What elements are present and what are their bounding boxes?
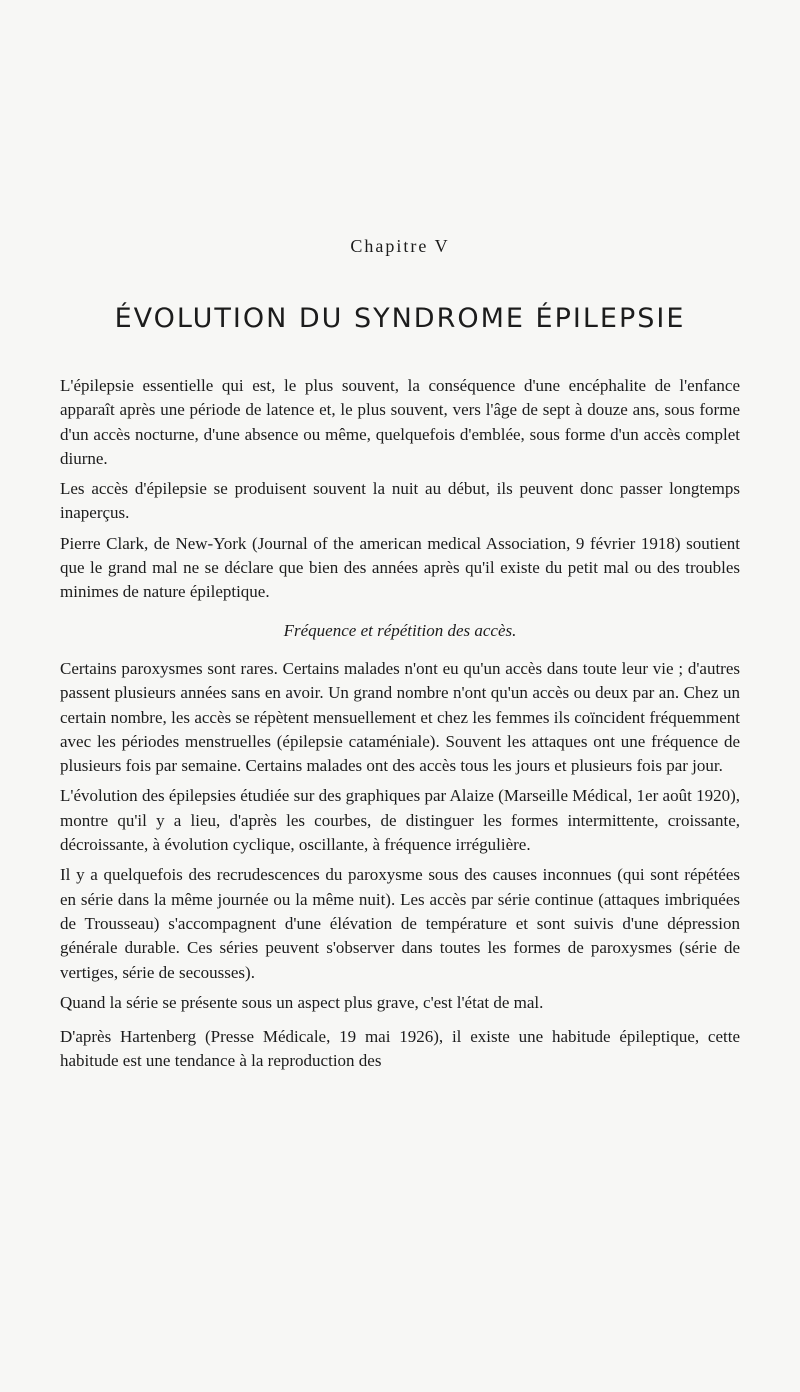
paragraph: Pierre Clark, de New-York (Journal of the american medical Association, 9 février 1918) soutient que le grand mal ne se déclare que bien des années après qu'il existe du petit mal ou des troubles minimes de nature épileptique.: [60, 533, 740, 602]
paragraph: Quand la série se présente sous un aspect plus grave, c'est l'état de mal.: [60, 992, 544, 1012]
paragraph: Il y a quelquefois des recrudescences du paroxysme sous des causes inconnues (qui sont répétées en série dans la même journée ou la même nuit). Les accès par série continue (attaques imbriquées de Trousseau) s'accompagnent d'une élévation de température et sont suivis d'une dépression générale durable. Ces séries peuvent s'observer dans toutes les formes de paroxysmes (série de vertiges, série de secousses).: [60, 865, 740, 982]
chapter-label: Chapitre V: [350, 236, 450, 256]
body-text: [60, 374, 740, 1080]
chapter-title: ÉVOLUTION DU SYNDROME ÉPILEPSIE: [114, 303, 686, 335]
paragraph: Les accès d'épilepsie se produisent souvent la nuit au début, ils peuvent donc passer longtemps inaperçus.: [60, 479, 740, 523]
section-subheading: Fréquence et répétition des accès.: [283, 620, 517, 640]
paragraph: Certains paroxysmes sont rares. Certains malades n'ont eu qu'un accès dans toute leur vie ; d'autres passent plusieurs années sans en avoir. Un grand nombre n'ont qu'un accès ou deux par an. Chez un certain nombre, les accès se répètent mensuellement et chez les femmes ils coïncident fréquemment avec les périodes menstruelles (épilepsie cataméniale). Souvent les attaques ont une fréquence de plusieurs fois par semaine. Certains malades ont des accès tous les jours et plusieurs fois par jour.: [60, 658, 740, 776]
paragraph: D'après Hartenberg (Presse Médicale, 19 mai 1926), il existe une habitude épileptique, cette habitude est une tendance à la reproduction des: [60, 1027, 740, 1071]
paragraph: L'épilepsie essentielle qui est, le plus souvent, la conséquence d'une encéphalite de l'enfance apparaît après une période de latence et, le plus souvent, vers l'âge de sept à douze ans, sous forme d'un accès nocturne, d'une absence ou même, quelquefois d'emblée, sous forme d'un accès complet diurne.: [60, 376, 740, 468]
paragraph: L'évolution des épilepsies étudiée sur des graphiques par Alaize (Marseille Médical, 1er août 1920), montre qu'il y a lieu, d'après les courbes, de distinguer les formes intermittente, croissante, décroissante, à évolution cyclique, oscillante, à fréquence irrégulière.: [60, 786, 740, 855]
